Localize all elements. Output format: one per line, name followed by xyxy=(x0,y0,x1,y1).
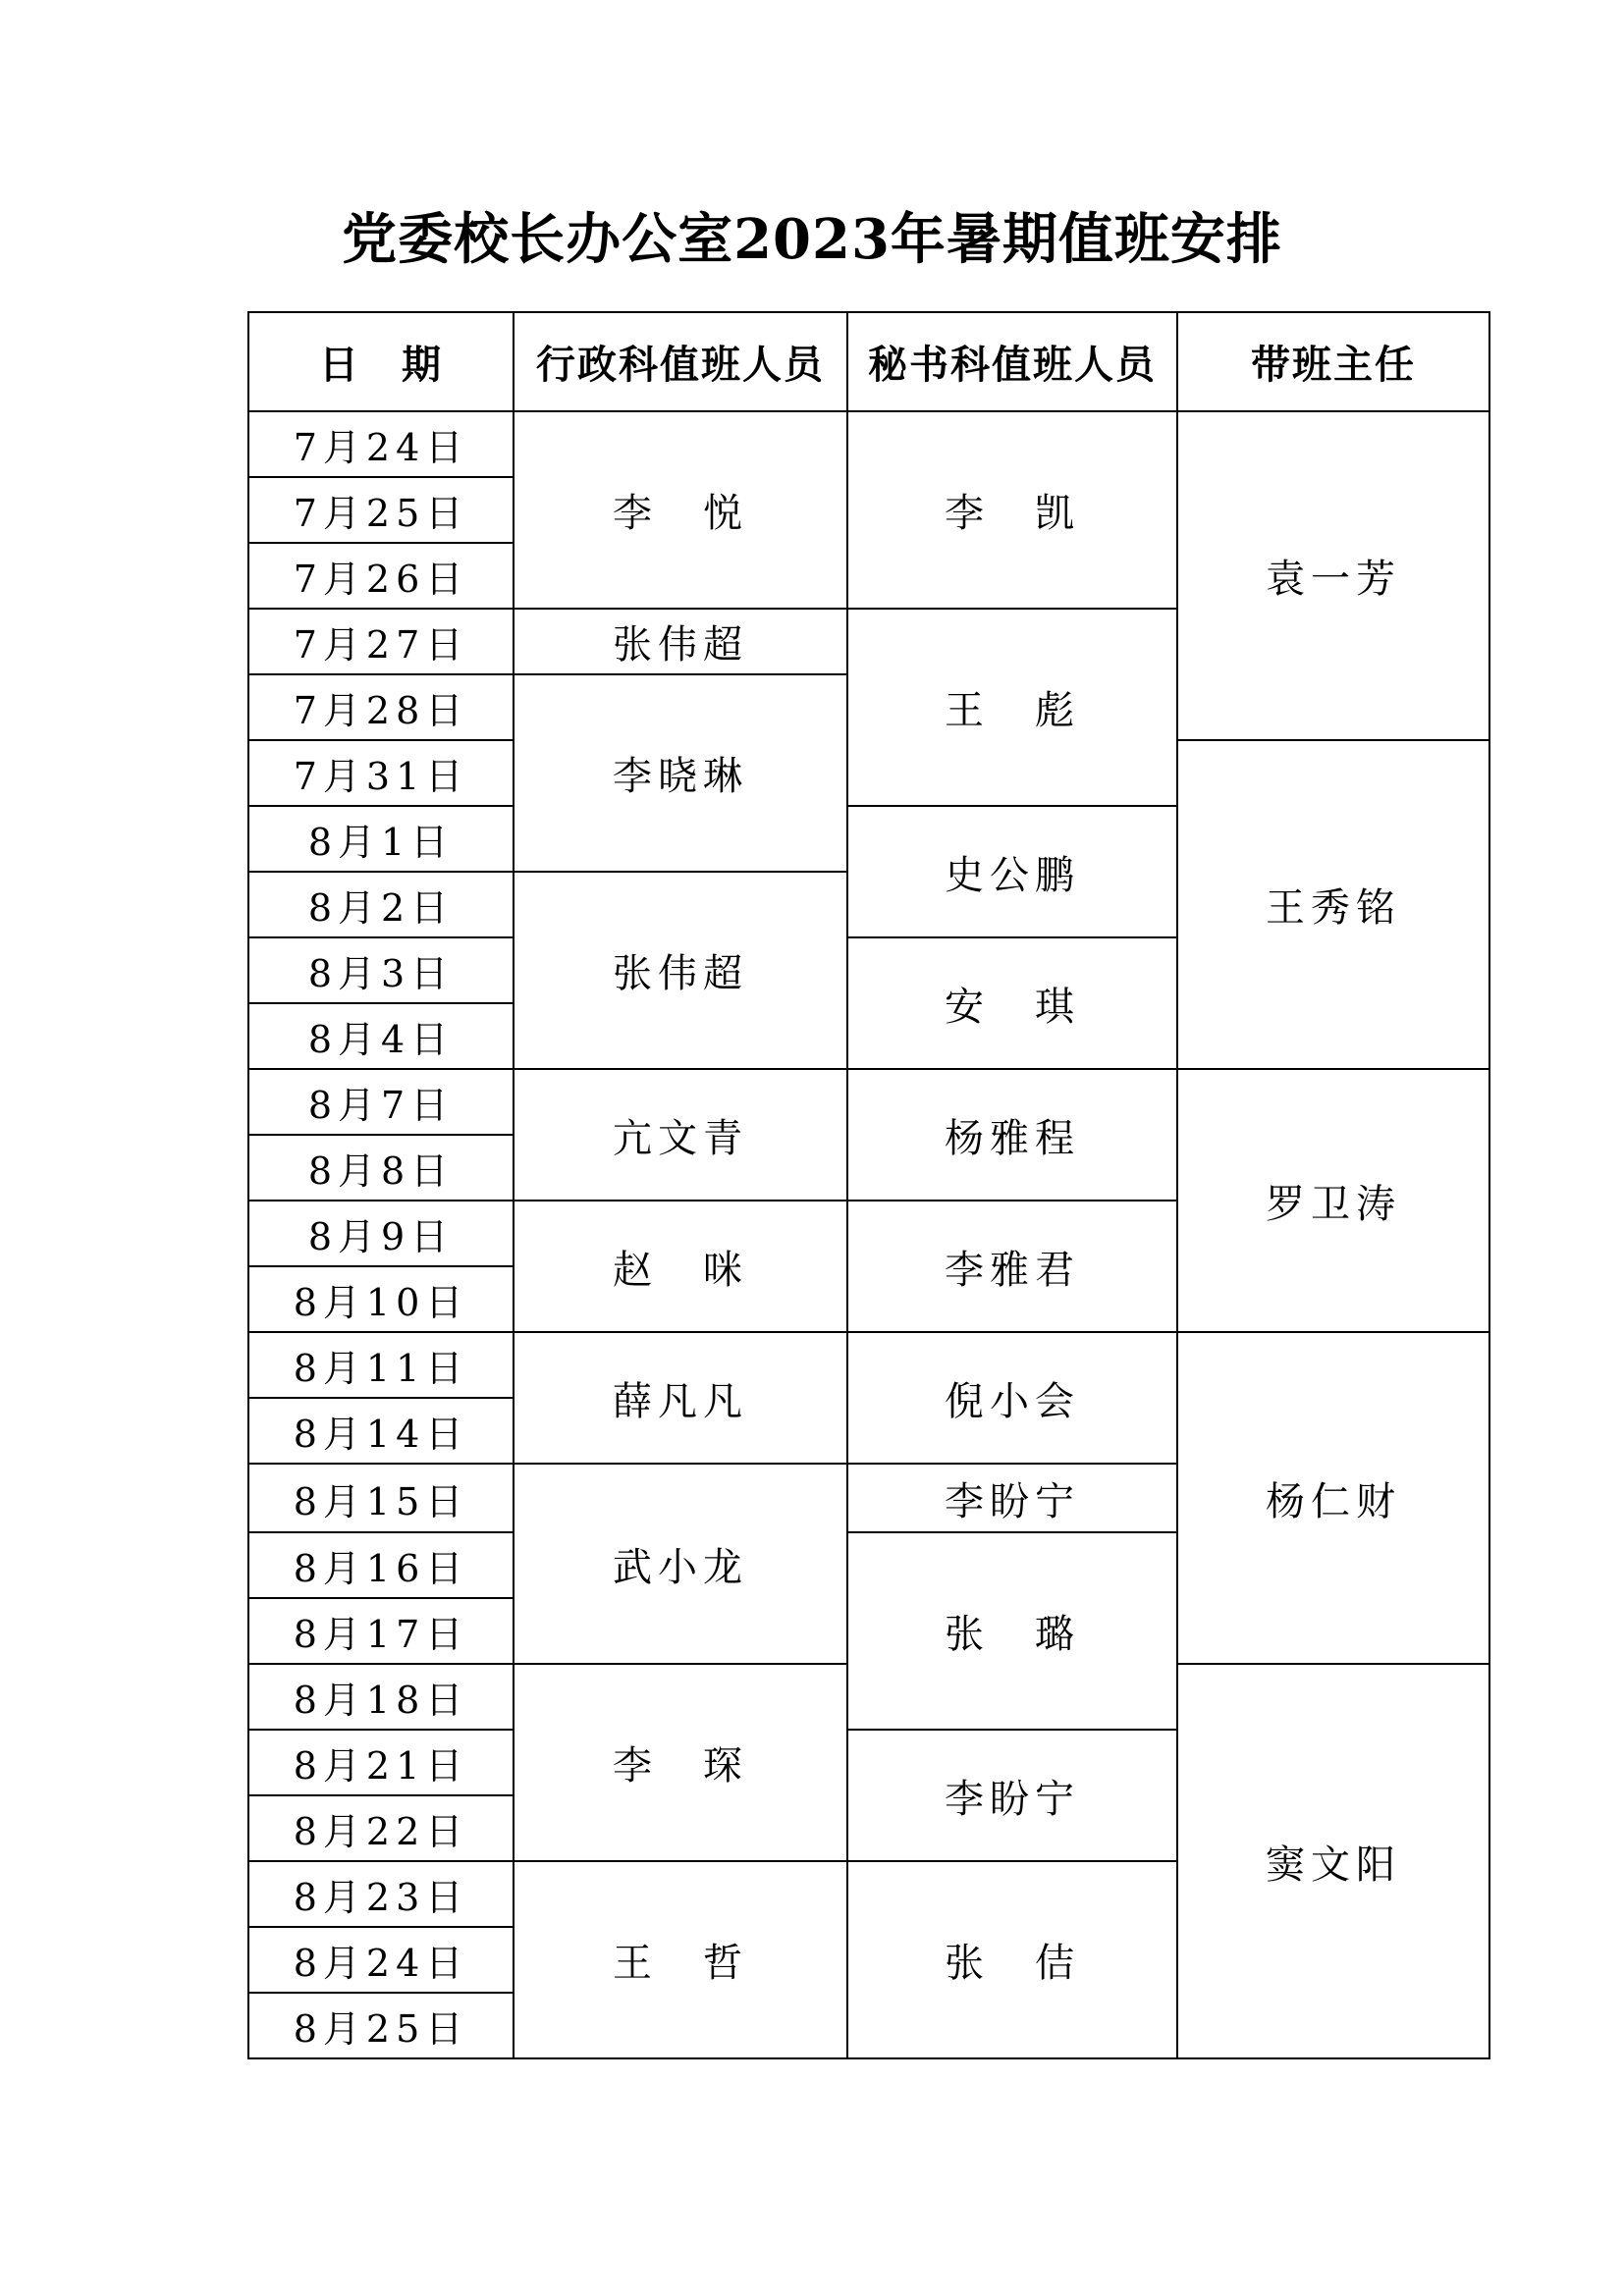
secretary-staff-cell: 李 凯 xyxy=(847,411,1177,609)
admin-staff-cell: 李 琛 xyxy=(514,1664,847,1861)
admin-staff-cell: 武小龙 xyxy=(514,1464,847,1664)
secretary-staff-cell: 杨雅程 xyxy=(847,1069,1177,1201)
secretary-staff-cell: 史公鹏 xyxy=(847,806,1177,937)
header-director: 带班主任 xyxy=(1177,312,1489,411)
secretary-staff-cell: 倪小会 xyxy=(847,1332,1177,1464)
date-cell: 8月14日 xyxy=(248,1398,514,1464)
secretary-staff-cell: 李雅君 xyxy=(847,1201,1177,1332)
admin-staff-cell: 张伟超 xyxy=(514,872,847,1069)
date-cell: 7月24日 xyxy=(248,411,514,477)
secretary-staff-cell: 安 琪 xyxy=(847,937,1177,1069)
date-cell: 8月24日 xyxy=(248,1927,514,1993)
director-cell: 王秀铭 xyxy=(1177,740,1489,1069)
secretary-staff-cell: 张 佶 xyxy=(847,1861,1177,2058)
table-row xyxy=(248,1332,1489,1398)
date-cell: 8月21日 xyxy=(248,1730,514,1795)
date-cell: 7月31日 xyxy=(248,740,514,806)
date-cell: 8月1日 xyxy=(248,806,514,872)
date-cell: 7月27日 xyxy=(248,609,514,674)
date-cell: 7月26日 xyxy=(248,543,514,609)
director-cell: 袁一芳 xyxy=(1177,411,1489,740)
date-cell: 8月23日 xyxy=(248,1861,514,1927)
admin-staff-cell: 薛凡凡 xyxy=(514,1332,847,1464)
header-date: 日 期 xyxy=(248,312,514,411)
secretary-staff-cell: 王 彪 xyxy=(847,609,1177,806)
table-row xyxy=(248,411,1489,477)
admin-staff-cell: 李 悦 xyxy=(514,411,847,609)
admin-staff-cell: 赵 咪 xyxy=(514,1201,847,1332)
header-admin-staff: 行政科值班人员 xyxy=(514,312,847,411)
date-cell: 8月9日 xyxy=(248,1201,514,1266)
table-row xyxy=(248,1069,1489,1135)
date-cell: 8月8日 xyxy=(248,1135,514,1201)
director-cell: 窦文阳 xyxy=(1177,1664,1489,2058)
director-cell: 杨仁财 xyxy=(1177,1332,1489,1664)
director-cell: 罗卫涛 xyxy=(1177,1069,1489,1332)
secretary-staff-cell: 张 璐 xyxy=(847,1532,1177,1730)
date-cell: 8月15日 xyxy=(248,1464,514,1532)
page-title: 党委校长办公室2023年暑期值班安排 xyxy=(342,207,1282,272)
date-cell: 8月11日 xyxy=(248,1332,514,1398)
duty-schedule-table xyxy=(247,311,1490,2059)
secretary-staff-cell: 李盼宁 xyxy=(847,1730,1177,1861)
header-secretary-staff: 秘书科值班人员 xyxy=(847,312,1177,411)
date-cell: 8月17日 xyxy=(248,1598,514,1664)
date-cell: 7月28日 xyxy=(248,674,514,740)
date-cell: 8月18日 xyxy=(248,1664,514,1730)
header-row xyxy=(248,312,1489,411)
date-cell: 8月22日 xyxy=(248,1795,514,1861)
admin-staff-cell: 亢文青 xyxy=(514,1069,847,1201)
date-cell: 8月16日 xyxy=(248,1532,514,1598)
date-cell: 8月10日 xyxy=(248,1266,514,1332)
date-cell: 8月25日 xyxy=(248,1993,514,2058)
date-cell: 8月2日 xyxy=(248,872,514,937)
date-cell: 8月7日 xyxy=(248,1069,514,1135)
date-cell: 8月4日 xyxy=(248,1003,514,1069)
admin-staff-cell: 李晓琳 xyxy=(514,674,847,872)
admin-staff-cell: 张伟超 xyxy=(514,609,847,674)
date-cell: 7月25日 xyxy=(248,477,514,543)
date-cell: 8月3日 xyxy=(248,937,514,1003)
admin-staff-cell: 王 哲 xyxy=(514,1861,847,2058)
secretary-staff-cell: 李盼宁 xyxy=(847,1464,1177,1532)
